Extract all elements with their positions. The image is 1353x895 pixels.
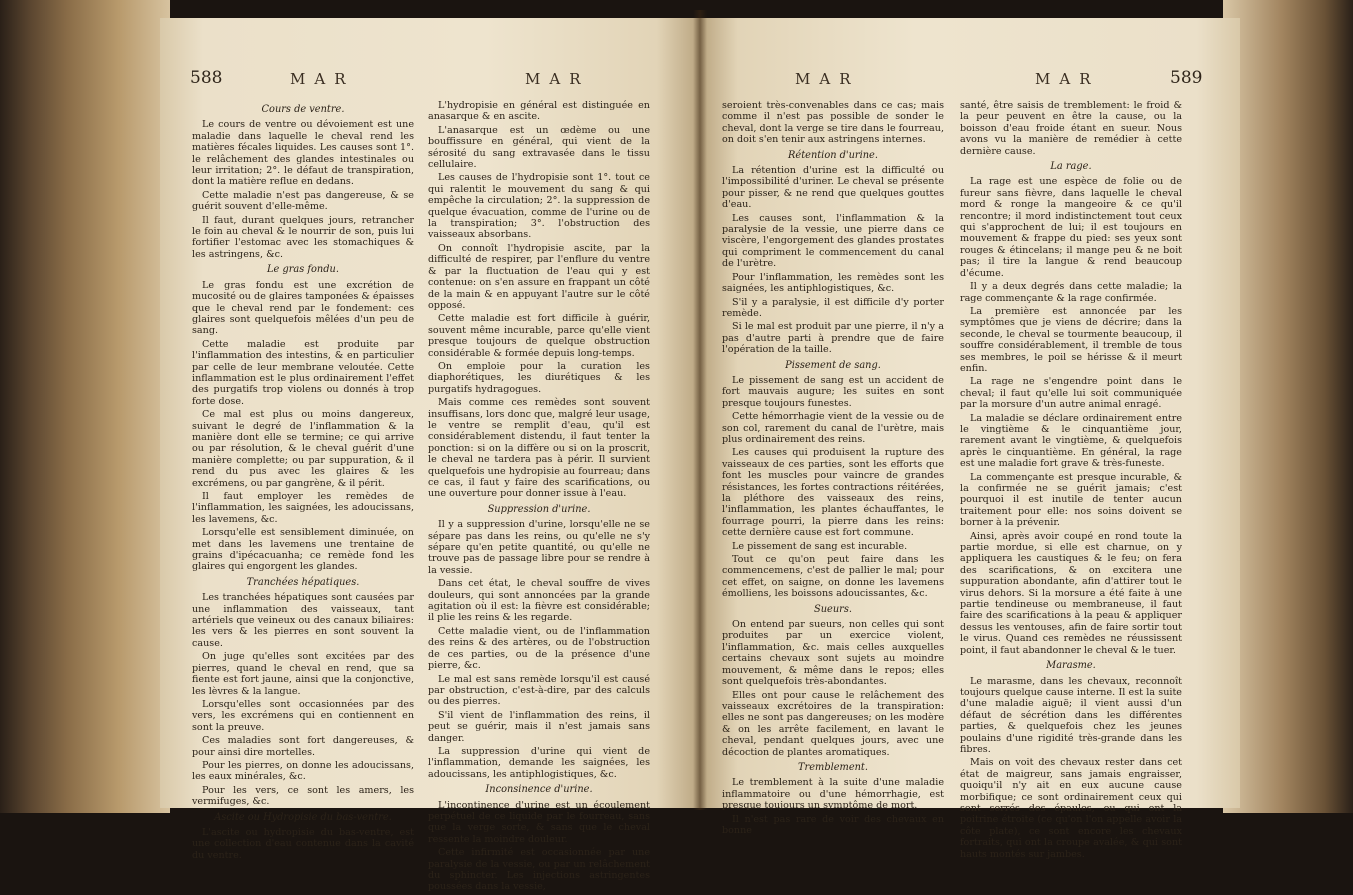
paragraph: L'incontinence d'urine est un écoulement perpétuel de ce liquide par le fourreau, sans que la verge sorte, & sans que le cheval ressente la moindre douleur. bbox=[428, 799, 650, 845]
paragraph: Cette maladie est produite par l'inflammation des intestins, & en particulier par celle de leur membrane veloutée. Cette inflammation est le plus ordinairement l'effet des purgatifs trop violens ou donnés à trop forte dose. bbox=[192, 338, 414, 407]
left-page-column-1 bbox=[192, 100, 414, 863]
paragraph: S'il vient de l'inflammation des reins, il peut se guérir, mais il n'est jamais sans danger. bbox=[428, 709, 650, 744]
paragraph: Cette infirmité est occasionnée par une paralysie de la vessie, ou par un relâchement du sphincter. Les injections astringentes poussées dans la vessie, bbox=[428, 847, 650, 893]
left-page-column-2 bbox=[428, 100, 650, 895]
paragraph: Mais on voit des chevaux rester dans cet état de maigreur, sans jamais engraisser, quoiqu'il n'y ait en eux aucune cause morbifique; ce sont ordinairement ceux qui sont serrés des épaules, ou qui ont la poitrine étroite (ce qu'on l'on appelle avoir la côte plate), ce sont encore les chevaux fortraits, qui ont la croupe avalée, & qui sont hauts montés sur jambes. bbox=[960, 757, 1182, 860]
section-heading: Marasme. bbox=[1046, 660, 1096, 672]
running-header-left-b: MAR bbox=[525, 70, 590, 88]
paragraph: Il faut employer les remèdes de l'inflammation, les saignées, les adoucissans, les lavemens, &c. bbox=[192, 491, 414, 525]
paragraph: Lorsqu'elle est sensiblement diminuée, on met dans les lavemens une trentaine de grains d'ipécacuanha; ce remède fond les glaires qui engorgent les glandes. bbox=[192, 527, 414, 573]
paragraph: La commençante est presque incurable, & la confirmée ne se guérit jamais; c'est pourquoi il est inutile de tenter aucun traitement pour elle: nos soins doivent se borner à la prévenir. bbox=[960, 471, 1182, 529]
paragraph: Ces maladies sont fort dangereuses, & pour ainsi dire mortelles. bbox=[192, 735, 414, 758]
paragraph: Pour les vers, ce sont les amers, les vermifuges, &c. bbox=[192, 784, 414, 808]
right-page-column-1 bbox=[722, 100, 944, 838]
paragraph: Le gras fondu est une excrétion de mucosité ou de glaires tamponées & épaisses que le cheval rend par le fondement: ces glaires sont quelquefois mêlées d'un peu de sang. bbox=[192, 279, 414, 337]
page-number-left: 588 bbox=[190, 68, 223, 88]
paragraph: Le pissement de sang est un accident de fort mauvais augure; les suites en sont presque toujours funestes. bbox=[722, 374, 944, 409]
paragraph: L'hydropisie en général est distinguée en anasarque & en ascite. bbox=[428, 100, 650, 123]
paragraph: La première est annoncée par les symptômes que je viens de décrire; dans la seconde, le cheval se tourmente beaucoup, il souffre considérablement, il tremble de tous ses membres, le poil se hérisse & il meurt enfin. bbox=[960, 305, 1182, 374]
paragraph: Le tremblement à la suite d'une maladie inflammatoire ou d'une hémorrhagie, est presque toujours un symptôme de mort. bbox=[722, 777, 944, 812]
paragraph: Ce mal est plus ou moins dangereux, suivant le degré de l'inflammation & la manière dont elle se termine; ce qui arrive ou par résolution, & le cheval guérit d'une manière complette; ou par suppuration, & il rend du pus avec les glaires & les excrémens, ou par gangrène, & il périt. bbox=[192, 409, 414, 489]
paragraph: La rage ne s'engendre point dans le cheval; il faut qu'elle lui soit communiquée par la morsure d'un autre animal enragé. bbox=[960, 376, 1182, 411]
paragraph: S'il y a paralysie, il est difficile d'y porter remède. bbox=[722, 296, 944, 319]
running-header-left-a: MAR bbox=[290, 70, 355, 88]
book-gutter bbox=[693, 10, 707, 810]
paragraph: Les tranchées hépatiques sont causées par une inflammation des vaisseaux, tant artériels que veineux ou des canaux biliaires: les vers & les pierres en sont souvent la cause. bbox=[192, 592, 414, 649]
section-heading: La rage. bbox=[1050, 161, 1092, 173]
paragraph: Cette hémorrhagie vient de la vessie ou de son col, rarement du canal de l'urètre, mais plus ordinairement des reins. bbox=[722, 411, 944, 445]
paragraph: Le mal est sans remède lorsqu'il est causé par obstruction, c'est-à-dire, par des calculs ou des pierres. bbox=[428, 673, 650, 708]
page-number-right: 589 bbox=[1170, 68, 1203, 88]
section-heading: Cours de ventre. bbox=[261, 104, 345, 115]
paragraph: Ainsi, après avoir coupé en rond toute la partie mordue, si elle est charnue, on y appliquera les caustiques & le feu; on fera des scarifications, & on excitera une suppuration abondante, afin d'attirer tout le virus dehors. Si la morsure a été faite à une partie tendineuse ou membraneuse, il faut faire des scarifications à la peau & appliquer dessus les ventouses, afin de faire sortir tout le virus. Quand ces remèdes ne réussissent point, il faut abandonner le cheval & le tuer. bbox=[960, 530, 1182, 656]
section-heading: Sueurs. bbox=[814, 603, 852, 615]
paragraph: L'ascite ou hydropisie du bas-ventre, est une collection d'eau contenue dans la cavité du ventre. bbox=[192, 826, 414, 861]
paragraph: Dans cet état, le cheval souffre de vives douleurs, qui sont annoncées par la grande agitation où il est: la fièvre est considérable; il plie les reins & les regarde. bbox=[428, 578, 650, 624]
paragraph: Le pissement de sang est incurable. bbox=[732, 540, 908, 552]
section-heading: Le gras fondu. bbox=[267, 264, 339, 276]
running-header-right-a: MAR bbox=[795, 70, 860, 88]
paragraph: Tout ce qu'on peut faire dans les commencemens, c'est de pallier le mal; pour cet effet, on saigne, on donne les lavemens émolliens, les boissons adoucissantes, &c. bbox=[722, 554, 944, 600]
paragraph: Pour l'inflammation, les remèdes sont les saignées, les antiphlogistiques, &c. bbox=[722, 271, 944, 295]
section-heading: Pissement de sang. bbox=[785, 359, 881, 371]
paragraph: Le marasme, dans les chevaux, reconnoît toujours quelque cause interne. Il est la suite d'une maladie aiguë; il vient aussi d'un défaut de sécrétion dans les différentes parties, & quelquefois chez les jeunes poulains d'une rigidité très-grande dans les fibres. bbox=[960, 675, 1182, 755]
book-edge-right bbox=[1223, 0, 1353, 813]
paragraph: Lorsqu'elles sont occasionnées par des vers, les excrémens qui en contiennent en sont la preuve. bbox=[192, 698, 414, 733]
paragraph: Il n'est pas rare de voir des chevaux en bonne bbox=[722, 813, 944, 836]
paragraph: Cette maladie vient, ou de l'inflammation des reins & des artères, ou de l'obstruction de ces parties, ou de la présence d'une pierre, &c. bbox=[428, 625, 650, 672]
section-heading: Ascite ou Hydropisie du bas-ventre. bbox=[214, 811, 392, 823]
right-page-column-2 bbox=[960, 100, 1182, 862]
paragraph: La rage est une espèce de folie ou de fureur sans fièvre, dans laquelle le cheval mord & ronge la mangeoire & ce qu'il rencontre; il mord indistinctement tout ceux qui s'approchent de lui; il est toujours en mouvement & frappe du pied: ses yeux sont rouges & étincelans; il mange peu & ne boit pas; il tire la langue & rend beaucoup d'écume. bbox=[960, 176, 1182, 279]
paragraph: Cette maladie est fort difficile à guérir, souvent même incurable, parce qu'elle vient presque toujours de quelque obstruction considérable & formée depuis long-temps. bbox=[428, 313, 650, 359]
section-heading: Tremblement. bbox=[798, 761, 868, 773]
paragraph: Mais comme ces remèdes sont souvent insuffisans, lors donc que, malgré leur usage, le ventre se remplit d'eau, qu'il est considérablement distendu, il faut tenter la ponction: si on la diffère ou si on la proscrit, le cheval ne tardera pas à périr. Il survient quelquefois une hydropisie au fourreau; dans ce cas, il faut y faire des scarifications, ou une ouverture pour donner issue à l'eau. bbox=[428, 397, 650, 500]
paragraph: Il faut, durant quelques jours, retrancher le foin au cheval & le nourrir de son, puis lui fortifier l'estomac avec les stomachiques & les astringens, &c. bbox=[192, 214, 414, 260]
paragraph: On entend par sueurs, non celles qui sont produites par un exercice violent, l'inflammation, &c. mais celles auxquelles certains chevaux sont sujets au moindre mouvement, & même dans le repos; elles sont quelquefois très-abondantes. bbox=[722, 619, 944, 688]
paragraph: La suppression d'urine qui vient de l'inflammation, demande les saignées, les adoucissans, les antiphlogistiques, &c. bbox=[428, 745, 650, 780]
paragraph: Cette maladie n'est pas dangereuse, & se guérit souvent d'elle-même. bbox=[192, 189, 414, 213]
section-heading: Inconsinence d'urine. bbox=[485, 784, 593, 796]
paragraph: Le cours de ventre ou dévoiement est une maladie dans laquelle le cheval rend les matières fécales liquides. Les causes sont 1°. le relâchement des glandes intestinales ou leur irritation; 2°. le défaut de transpiration, dont la matière reflue en dedans. bbox=[192, 119, 414, 188]
paragraph: La maladie se déclare ordinairement entre le vingtième & le cinquantième jour, rarement avant le vingtième, & quelquefois après le cinquantième. En général, la rage est une maladie fort grave & très-funeste. bbox=[960, 412, 1182, 470]
paragraph: Si le mal est produit par une pierre, il n'y a pas d'autre parti à prendre que de faire l'opération de la taille. bbox=[722, 321, 944, 356]
book-edge-left bbox=[0, 0, 170, 813]
running-header-right-b: MAR bbox=[1035, 70, 1100, 88]
section-heading: Rétention d'urine. bbox=[788, 149, 878, 161]
section-heading: Suppression d'urine. bbox=[487, 503, 591, 515]
paragraph: On emploie pour la curation les diaphorétiques, les diurétiques & les purgatifs hydragogues. bbox=[428, 360, 650, 395]
paragraph: Les causes de l'hydropisie sont 1°. tout ce qui ralentit le mouvement du sang & qui empêche la circulation; 2°. la suppression de quelque évacuation, comme de l'urine ou de la transpiration; 3°. l'obstruction des vaisseaux absorbans. bbox=[428, 172, 650, 241]
left-page bbox=[160, 18, 700, 893]
section-heading: Tranchées hépatiques. bbox=[246, 576, 360, 588]
paragraph: seroient très-convenables dans ce cas; mais comme il n'est pas possible de sonder le cheval, dont la verge se tire dans le fourreau, on doit s'en tenir aux astringens internes. bbox=[722, 100, 944, 146]
paragraph: Les causes qui produisent la rupture des vaisseaux de ces parties, sont les efforts que font les muscles pour vaincre de grandes résistances, les fortes contractions réitérées, la pléthore des vaisseaux des reins, l'inflammation, les plantes échauffantes, le fourrage pourri, la pierre dans les reins: cette dernière cause est fort commune. bbox=[722, 447, 944, 539]
paragraph: La rétention d'urine est la difficulté ou l'impossibilité d'uriner. Le cheval se présente pour pisser, & ne rend que quelques gouttes d'eau. bbox=[722, 165, 944, 211]
paragraph: Il y a suppression d'urine, lorsqu'elle ne se sépare pas dans les reins, ou qu'elle ne s'y sépare qu'en petite quantité, ou qu'elle ne trouve pas de passage libre pour se rendre à la vessie. bbox=[428, 519, 650, 576]
paragraph: L'anasarque est un œdème ou une bouffissure en général, qui vient de la sérosité du sang extravasée dans le tissu cellulaire. bbox=[428, 124, 650, 171]
paragraph: Les causes sont, l'inflammation & la paralysie de la vessie, une pierre dans ce viscère, l'engorgement des glandes prostates qui compriment le commencement du canal de l'urètre. bbox=[722, 212, 944, 270]
paragraph: Elles ont pour cause le relâchement des vaisseaux excrétoires de la transpiration: elles ne sont pas dangereuses; on les modère & on les arrête facilement, en lavant le cheval, pendant quelques jours, avec une décoction de plantes aromatiques. bbox=[722, 689, 944, 758]
paragraph: Il y a deux degrés dans cette maladie; la rage commençante & la rage confirmée. bbox=[960, 281, 1182, 304]
paragraph: Pour les pierres, on donne les adoucissans, les eaux minérales, &c. bbox=[192, 759, 414, 783]
paragraph: On connoît l'hydropisie ascite, par la difficulté de respirer, par l'enflure du ventre & par la fluctuation de l'eau qui y est contenue: on s'en assure en frappant un côté de la main & en appuyant l'autre sur le côté opposé. bbox=[428, 242, 650, 311]
paragraph: santé, être saisis de tremblement: le froid & la peur peuvent en être la cause, ou la boisson d'eau froide étant en sueur. Nous avons vu la manière de remédier à cette dernière cause. bbox=[960, 100, 1182, 157]
paragraph: On juge qu'elles sont excitées par des pierres, quand le cheval en rend, que sa fiente est fort jaune, ainsi que la conjonctive, les lèvres & la langue. bbox=[192, 651, 414, 697]
right-page bbox=[700, 18, 1240, 860]
